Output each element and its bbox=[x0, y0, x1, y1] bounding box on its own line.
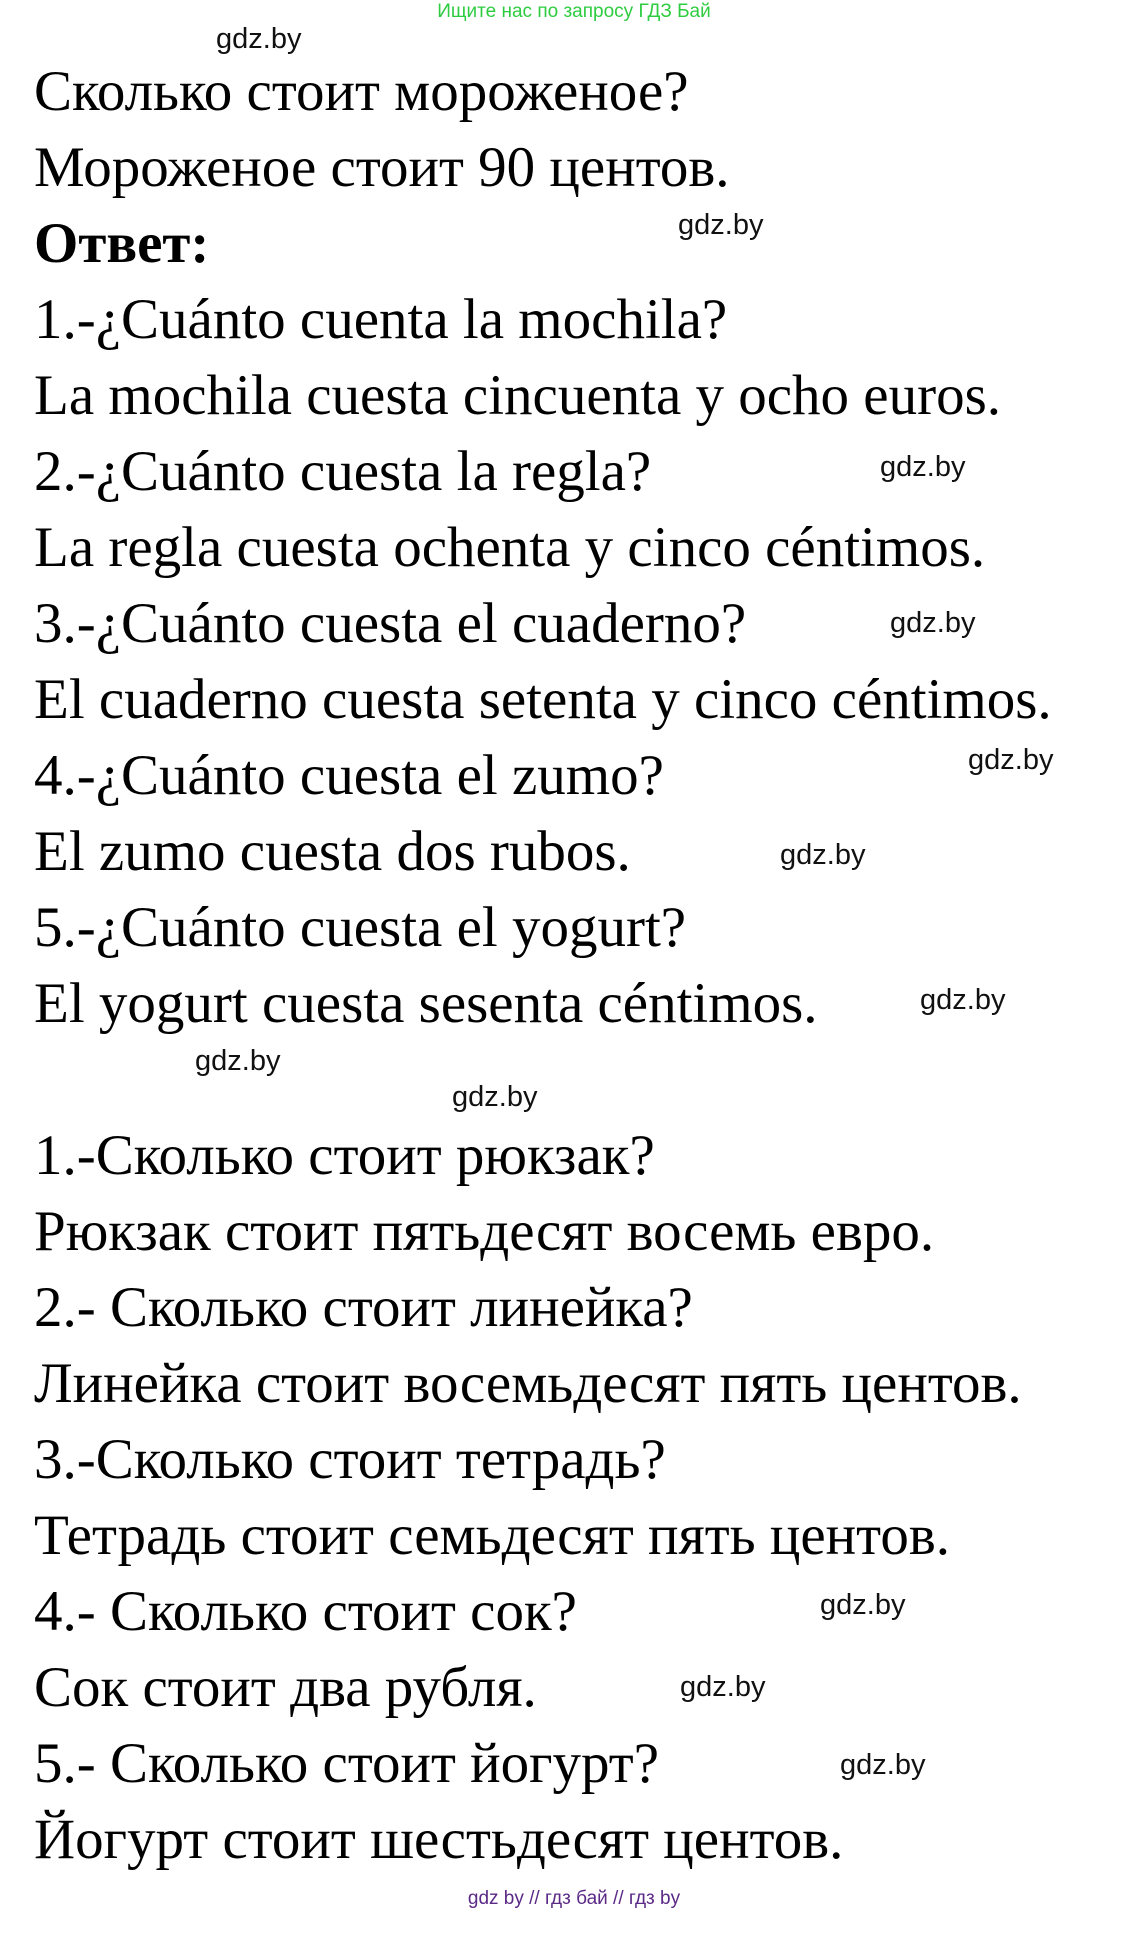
watermark: gdz.by bbox=[968, 744, 1054, 776]
watermark: gdz.by bbox=[678, 209, 764, 241]
watermark: gdz.by bbox=[195, 1045, 281, 1077]
spanish-line: 5.-¿Cuánto cuesta el yogurt? bbox=[34, 896, 687, 959]
spanish-line: La regla cuesta ochenta y cinco céntimos. bbox=[34, 516, 986, 579]
spanish-line: El zumo cuesta dos rubos. bbox=[34, 820, 631, 883]
watermark: gdz.by bbox=[920, 984, 1006, 1016]
russian-line: Тетрадь стоит семьдесят пять центов. bbox=[34, 1504, 950, 1567]
answer-heading: Ответ: bbox=[34, 212, 210, 275]
search-hint-banner: Ищите нас по запросу ГДЗ Бай bbox=[437, 1, 711, 22]
spanish-line: 4.-¿Cuánto cuesta el zumo? bbox=[34, 744, 664, 807]
russian-line: 1.-Сколько стоит рюкзак? bbox=[34, 1124, 655, 1187]
russian-line: 5.- Сколько стоит йогурт? bbox=[34, 1732, 659, 1795]
watermark: gdz.by bbox=[890, 607, 976, 639]
spanish-line: El cuaderno cuesta setenta y cinco céntimos. bbox=[34, 668, 1052, 731]
russian-line: 3.-Сколько стоит тетрадь? bbox=[34, 1428, 666, 1491]
spanish-line: 3.-¿Cuánto cuesta el cuaderno? bbox=[34, 592, 747, 655]
spanish-line: El yogurt cuesta sesenta céntimos. bbox=[34, 972, 818, 1035]
watermark: gdz.by bbox=[820, 1589, 906, 1621]
russian-line: Рюкзак стоит пятьдесят восемь евро. bbox=[34, 1200, 935, 1263]
spanish-line: 1.-¿Cuánto cuenta la mochila? bbox=[34, 288, 728, 351]
watermark: gdz.by bbox=[780, 839, 866, 871]
watermark: gdz.by bbox=[840, 1749, 926, 1781]
russian-line: Сок стоит два рубля. bbox=[34, 1656, 537, 1719]
intro-answer: Мороженое стоит 90 центов. bbox=[34, 136, 730, 199]
spanish-line: 2.-¿Cuánto cuesta la regla? bbox=[34, 440, 652, 503]
footer-links[interactable]: gdz by // гдз бай // гдз by bbox=[467, 1888, 681, 1909]
russian-line: Йогурт стоит шестьдесят центов. bbox=[34, 1808, 844, 1871]
russian-line: 2.- Сколько стоит линейка? bbox=[34, 1276, 693, 1339]
watermark: gdz.by bbox=[680, 1671, 766, 1703]
spanish-line: La mochila cuesta cincuenta y ocho euros. bbox=[34, 364, 1002, 427]
intro-question: Сколько стоит мороженое? bbox=[34, 60, 689, 123]
watermark: gdz.by bbox=[216, 23, 302, 55]
russian-line: Линейка стоит восемьдесят пять центов. bbox=[34, 1352, 1022, 1415]
russian-line: 4.- Сколько стоит сок? bbox=[34, 1580, 577, 1643]
watermark: gdz.by bbox=[452, 1081, 538, 1113]
watermark: gdz.by bbox=[880, 451, 966, 483]
